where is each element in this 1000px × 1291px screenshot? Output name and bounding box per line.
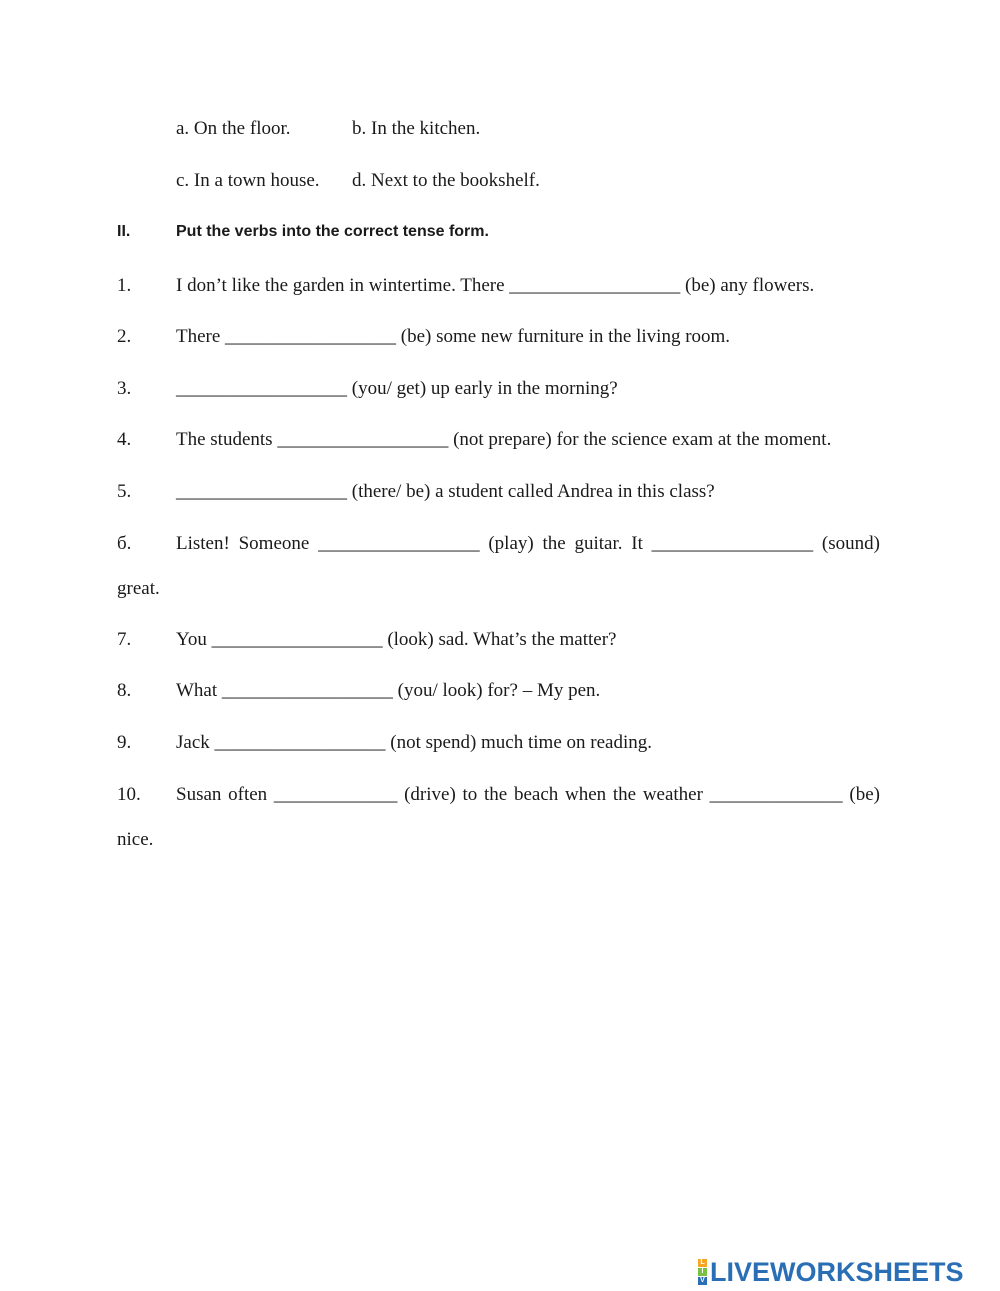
word: often (228, 784, 268, 805)
question-text (176, 783, 880, 807)
question-text (176, 532, 880, 556)
question-3 (0, 377, 1000, 401)
word: (sound) (821, 533, 880, 554)
question-text: I don’t like the garden in wintertime. There __________________ (be) any flowers. (176, 275, 815, 296)
word: the (484, 784, 508, 805)
option-b: b. In the kitchen. (352, 118, 481, 139)
logo-text: LIVEWORKSHEETS (710, 1256, 964, 1287)
question-number: 7. (117, 629, 132, 650)
question-number: 5. (117, 481, 132, 502)
question-number: 9. (117, 732, 132, 753)
question-text: __________________ (there/ be) a student called Andrea in this class? (176, 481, 715, 502)
word: the (612, 784, 637, 805)
word: (drive) (404, 784, 456, 805)
answer-blank: _________________ (318, 533, 480, 554)
question-text: __________________ (you/ get) up early in the morning? (176, 378, 618, 399)
word: (play) (488, 533, 534, 554)
question-number: 10. (117, 784, 141, 805)
word: Listen! (176, 533, 230, 554)
question-number: б. (117, 533, 132, 554)
answer-blank: _____________ (273, 784, 398, 805)
question-number: 1. (117, 275, 132, 296)
liveworksheets-logo (698, 1258, 964, 1286)
section-title: Put the verbs into the correct tense form. (176, 223, 489, 240)
question-text: You __________________ (look) sad. What’s the matter? (176, 629, 617, 650)
logo-block: V (698, 1277, 707, 1285)
logo-block: I (698, 1268, 707, 1276)
section-number: II. (117, 223, 131, 240)
question-4 (0, 428, 1000, 452)
word: Someone (238, 533, 310, 554)
question-10 (0, 783, 1000, 807)
option-c: c. In a town house. (176, 170, 320, 191)
question-2 (0, 325, 1000, 349)
word: to (462, 784, 478, 805)
word: beach (513, 784, 559, 805)
option-a: a. On the floor. (176, 118, 291, 139)
word: Susan (176, 784, 222, 805)
logo-block: L (698, 1259, 707, 1267)
question-8 (0, 679, 1000, 703)
question-6-continuation: great. (117, 578, 160, 599)
question-text: There __________________ (be) some new furniture in the living room. (176, 326, 731, 347)
word: (be) (849, 784, 880, 805)
question-number: 8. (117, 680, 132, 701)
question-text: Jack __________________ (not spend) much time on reading. (176, 732, 652, 753)
question-text: What __________________ (you/ look) for? – My pen. (176, 680, 601, 701)
answer-blank: ______________ (709, 784, 843, 805)
question-7 (0, 628, 1000, 652)
word: the (542, 533, 566, 554)
question-6 (0, 532, 1000, 556)
question-text: The students __________________ (not prepare) for the science exam at the moment. (176, 429, 832, 450)
question-1 (0, 274, 1000, 298)
question-number: 3. (117, 378, 132, 399)
question-10-continuation: nice. (117, 829, 154, 850)
word: when (565, 784, 607, 805)
word: weather (642, 784, 703, 805)
question-5 (0, 480, 1000, 504)
question-number: 2. (117, 326, 132, 347)
logo-icon (698, 1259, 707, 1285)
word: It (631, 533, 643, 554)
option-d: d. Next to the bookshelf. (352, 170, 540, 191)
question-number: 4. (117, 429, 132, 450)
word: guitar. (574, 533, 623, 554)
answer-blank: _________________ (651, 533, 814, 554)
question-9 (0, 731, 1000, 755)
